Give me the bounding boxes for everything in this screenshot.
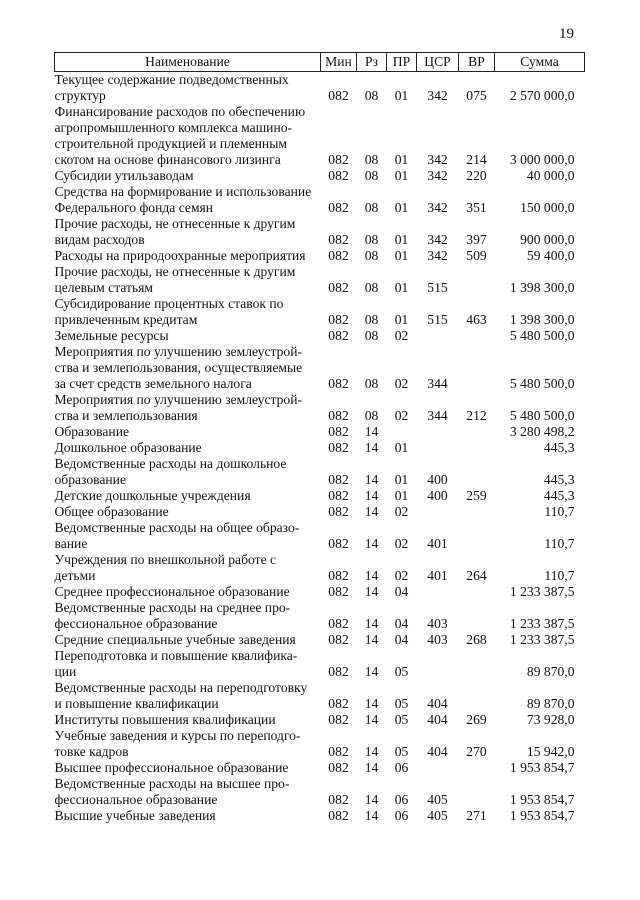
cell-rz: 14 [364,616,379,631]
cell-min: 082 [328,488,349,503]
cell-name: Мероприятия по улучшению землеустрой-ства и землепользования, осуществляемые за счет средств земельного налога [54,344,303,391]
cell-min: 082 [328,328,349,343]
table-row [55,424,585,440]
cell-csr [417,440,459,456]
cell-name: Учебные заведения и курсы по переподго-товке кадров [54,728,301,759]
cell-rz: 08 [364,248,379,263]
table-row [55,456,585,488]
cell-min: 082 [328,568,349,583]
cell-min: 082 [328,664,349,679]
cell-sum: 900 000,0 [520,232,575,247]
cell-vr [459,600,495,632]
table-row [55,520,585,552]
table-row [55,504,585,520]
cell-rz: 14 [364,744,379,759]
cell-vr: 509 [466,248,487,263]
cell-vr: 212 [466,408,487,423]
cell-pr: 06 [394,792,409,807]
table-header-row [55,53,585,72]
cell-pr: 01 [394,232,409,247]
cell-min: 082 [328,200,349,215]
cell-csr: 344 [427,408,448,423]
cell-csr: 404 [427,744,448,759]
cell-sum: 445,3 [543,488,575,503]
table-row [55,440,585,456]
cell-rz: 14 [364,760,379,775]
cell-pr: 01 [394,168,409,183]
cell-csr: 342 [427,232,448,247]
cell-vr: 259 [466,488,487,503]
cell-min: 082 [328,760,349,775]
cell-vr: 220 [466,168,487,183]
cell-csr: 403 [427,632,448,647]
cell-csr [417,760,459,776]
cell-sum: 1 233 387,5 [509,584,575,599]
cell-csr [417,648,459,680]
cell-vr: 397 [466,232,487,247]
header-rz: Рз [357,53,387,72]
cell-sum: 1 233 387,5 [509,616,575,631]
cell-min: 082 [328,712,349,727]
cell-vr [459,264,495,296]
cell-name: Ведомственные расходы на высшее про-фессиональное образование [54,776,290,807]
cell-rz: 14 [364,568,379,583]
cell-pr: 02 [394,408,409,423]
cell-rz: 08 [364,88,379,103]
table-row [55,248,585,264]
cell-rz: 14 [364,696,379,711]
cell-min: 082 [328,440,349,455]
cell-sum: 3 000 000,0 [509,152,575,167]
cell-name: Прочие расходы, не отнесенные к другим видам расходов [54,216,296,247]
cell-vr [459,344,495,392]
cell-name: Субсидии утильзаводам [54,168,194,183]
cell-name: Прочие расходы, не отнесенные к другим целевым статьям [54,264,296,295]
cell-sum: 1 398 300,0 [509,312,575,327]
cell-min: 082 [328,168,349,183]
cell-min: 082 [328,472,349,487]
cell-min: 082 [328,744,349,759]
cell-vr [459,680,495,712]
table-row [55,104,585,168]
cell-sum: 15 942,0 [526,744,575,759]
cell-min: 082 [328,248,349,263]
cell-sum: 110,7 [544,536,575,551]
cell-pr: 01 [394,152,409,167]
cell-pr: 01 [394,472,409,487]
cell-name: Ведомственные расходы на дошкольное образование [54,456,287,487]
cell-vr: 463 [466,312,487,327]
cell-name: Детские дошкольные учреждения [54,488,251,503]
cell-sum: 110,7 [544,568,575,583]
cell-sum: 40 000,0 [526,168,575,183]
cell-vr [459,328,495,344]
cell-pr: 01 [394,280,409,295]
cell-min: 082 [328,152,349,167]
table-row [55,712,585,728]
cell-name: Ведомственные расходы на общее образо-вание [54,520,300,551]
cell-min: 082 [328,792,349,807]
cell-csr: 342 [427,200,448,215]
header-name: Наименование [55,53,321,72]
table-row [55,168,585,184]
cell-rz: 08 [364,376,379,391]
cell-vr: 271 [466,808,487,823]
cell-min: 082 [328,696,349,711]
cell-name: Высшие учебные заведения [54,808,216,823]
cell-min: 082 [328,408,349,423]
cell-vr: 264 [466,568,487,583]
cell-min: 082 [328,808,349,823]
cell-sum: 2 570 000,0 [509,88,575,103]
header-pr: ПР [387,53,417,72]
page-number: 19 [559,26,574,42]
cell-sum: 89 870,0 [526,696,575,711]
cell-sum: 150 000,0 [520,200,575,215]
cell-pr: 02 [394,376,409,391]
cell-csr [417,424,459,440]
cell-vr [459,584,495,600]
cell-pr: 02 [394,568,409,583]
cell-rz: 14 [364,472,379,487]
cell-csr: 342 [427,152,448,167]
table-row [55,328,585,344]
cell-name: Ведомственные расходы на переподготовку и повышение квалификации [54,680,308,711]
cell-name: Субсидирование процентных ставок по привлеченным кредитам [54,296,284,327]
cell-vr [459,424,495,440]
cell-rz: 14 [364,536,379,551]
cell-pr: 02 [394,536,409,551]
table-row [55,184,585,216]
cell-name: Земельные ресурсы [54,328,169,343]
cell-rz: 08 [364,200,379,215]
cell-vr [459,760,495,776]
table-row [55,760,585,776]
cell-name: Переподготовка и повышение квалифика-ции [54,648,298,679]
table-row [55,344,585,392]
cell-pr: 01 [394,440,409,455]
cell-csr: 403 [427,616,448,631]
cell-name: Образование [54,424,130,439]
cell-csr: 405 [427,792,448,807]
cell-csr [417,504,459,520]
table-row [55,808,585,824]
cell-csr: 401 [427,536,448,551]
cell-name: Средства на формирование и использование Федерального фонда семян [54,184,312,215]
header-vr: ВР [459,53,495,72]
cell-sum: 445,3 [543,440,575,455]
cell-name: Текущее содержание подведомственных структур [54,72,289,103]
cell-vr: 270 [466,744,487,759]
cell-rz: 14 [364,664,379,679]
cell-sum: 1 953 854,7 [509,760,575,775]
cell-name: Мероприятия по улучшению землеустрой-ства и землепользования [54,392,303,423]
cell-rz: 08 [364,408,379,423]
cell-name: Общее образование [54,504,169,519]
cell-rz: 14 [364,808,379,823]
cell-name: Среднее профессиональное образование [54,584,290,599]
cell-name: Высшее профессиональное образование [54,760,289,775]
cell-csr [417,328,459,344]
cell-vr [459,456,495,488]
cell-min: 082 [328,312,349,327]
table-row [55,264,585,296]
cell-csr: 342 [427,88,448,103]
cell-min: 082 [328,616,349,631]
cell-name: Финансирование расходов по обеспечению агропромышленного комплекса машино-строительной продукцией и племенным скотом на основе финансового лизинга [54,104,306,167]
header-min: Мин [321,53,357,72]
cell-pr: 05 [394,696,409,711]
cell-name: Учреждения по внешкольной работе с детьми [54,552,277,583]
cell-csr: 344 [427,376,448,391]
cell-sum: 110,7 [544,504,575,519]
cell-pr: 04 [394,584,409,599]
header-sum: Сумма [495,53,585,72]
cell-rz: 08 [364,312,379,327]
table-row [55,72,585,105]
cell-csr [417,584,459,600]
cell-vr [459,648,495,680]
cell-pr: 01 [394,200,409,215]
cell-vr: 214 [466,152,487,167]
cell-sum: 59 400,0 [526,248,575,263]
cell-csr: 400 [427,488,448,503]
table-row [55,552,585,584]
cell-name: Ведомственные расходы на среднее про-фессиональное образование [54,600,291,631]
cell-vr [459,440,495,456]
cell-pr: 06 [394,808,409,823]
cell-csr: 401 [427,568,448,583]
cell-csr: 342 [427,168,448,183]
cell-csr: 404 [427,712,448,727]
cell-pr: 02 [394,504,409,519]
cell-sum: 3 280 498,2 [509,424,575,439]
cell-rz: 08 [364,232,379,247]
cell-csr: 400 [427,472,448,487]
cell-min: 082 [328,584,349,599]
table-row [55,392,585,424]
budget-table [54,52,585,824]
cell-min: 082 [328,632,349,647]
cell-min: 082 [328,232,349,247]
cell-pr: 04 [394,616,409,631]
cell-csr: 342 [427,248,448,263]
cell-pr: 05 [394,712,409,727]
cell-pr: 05 [394,664,409,679]
cell-rz: 14 [364,584,379,599]
cell-pr: 01 [394,488,409,503]
table-row [55,600,585,632]
table-row [55,632,585,648]
cell-pr: 02 [394,328,409,343]
cell-pr: 01 [394,312,409,327]
cell-sum: 1 953 854,7 [509,792,575,807]
cell-rz: 14 [364,504,379,519]
cell-vr [459,504,495,520]
cell-vr: 268 [466,632,487,647]
cell-rz: 14 [364,488,379,503]
table-row [55,584,585,600]
table-row [55,680,585,712]
table-row [55,216,585,248]
cell-vr: 075 [466,88,487,103]
cell-rz: 08 [364,328,379,343]
cell-rz: 08 [364,280,379,295]
cell-sum: 89 870,0 [526,664,575,679]
cell-sum: 5 480 500,0 [509,376,575,391]
table-row [55,728,585,760]
table-body [55,72,585,825]
cell-pr: 01 [394,248,409,263]
cell-name: Средние специальные учебные заведения [54,632,296,647]
cell-rz: 14 [364,440,379,455]
cell-vr [459,776,495,808]
cell-pr: 01 [394,88,409,103]
cell-sum: 73 928,0 [526,712,575,727]
cell-csr: 515 [427,312,448,327]
cell-rz: 14 [364,424,379,439]
cell-sum: 1 953 854,7 [509,808,575,823]
cell-sum: 1 398 300,0 [509,280,575,295]
cell-csr: 405 [427,808,448,823]
cell-csr: 515 [427,280,448,295]
table-row [55,488,585,504]
cell-csr: 404 [427,696,448,711]
cell-sum: 5 480 500,0 [509,408,575,423]
cell-min: 082 [328,280,349,295]
table-row [55,648,585,680]
cell-sum: 1 233 387,5 [509,632,575,647]
cell-rz: 08 [364,152,379,167]
cell-min: 082 [328,424,349,439]
cell-name: Институты повышения квалификации [54,712,276,727]
cell-pr [387,424,417,440]
header-csr: ЦСР [417,53,459,72]
cell-vr: 351 [466,200,487,215]
table-row [55,776,585,808]
cell-sum: 445,3 [543,472,575,487]
cell-min: 082 [328,504,349,519]
cell-vr [459,520,495,552]
cell-pr: 04 [394,632,409,647]
cell-pr: 06 [394,760,409,775]
cell-min: 082 [328,88,349,103]
table-row [55,296,585,328]
cell-pr: 05 [394,744,409,759]
cell-min: 082 [328,376,349,391]
cell-min: 082 [328,536,349,551]
cell-sum: 5 480 500,0 [509,328,575,343]
cell-rz: 14 [364,632,379,647]
cell-rz: 08 [364,168,379,183]
cell-name: Расходы на природоохранные мероприятия [54,248,306,263]
cell-rz: 14 [364,712,379,727]
cell-vr: 269 [466,712,487,727]
cell-rz: 14 [364,792,379,807]
cell-name: Дошкольное образование [54,440,202,455]
